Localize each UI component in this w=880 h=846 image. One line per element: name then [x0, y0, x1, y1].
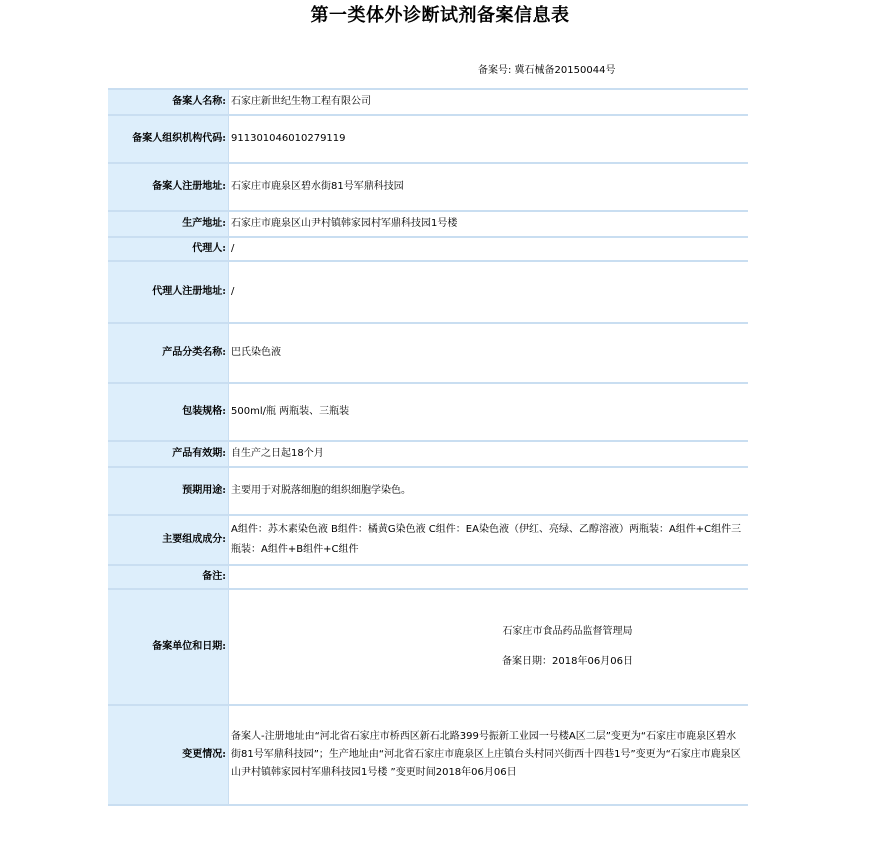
- field-label: 产品分类名称:: [108, 324, 228, 384]
- field-value: 主要用于对脱落细胞的组织细胞学染色。: [228, 468, 748, 516]
- page-title: 第一类体外诊断试剂备案信息表: [310, 5, 570, 26]
- field-label: 变更情况:: [108, 706, 228, 804]
- field-value: 石家庄市鹿泉区山尹村镇韩家园村军鼎科技园1号楼: [228, 212, 748, 238]
- field-value: 石家庄市鹿泉区碧水街81号军鼎科技园: [228, 164, 748, 212]
- field-value: 911301046010279119: [228, 116, 748, 164]
- field-value: 自生产之日起18个月: [228, 442, 748, 468]
- table-row: [108, 590, 748, 706]
- field-label: 生产地址:: [108, 212, 228, 238]
- table-row: [108, 516, 748, 566]
- field-value: A组件：苏木素染色液 B组件：橘黄G染色液 C组件：EA染色液（伊红、亮绿、乙醇溶液）两瓶装：A组件+C组件三瓶装：A组件+B组件+C组件: [228, 516, 748, 566]
- field-label: 主要组成成分:: [108, 516, 228, 566]
- field-label: 备案人名称:: [108, 90, 228, 116]
- field-label: 代理人注册地址:: [108, 262, 228, 324]
- field-value: [228, 566, 748, 590]
- field-label: 代理人:: [108, 238, 228, 262]
- filing-unit-block: [231, 617, 744, 677]
- table-row: [108, 324, 748, 384]
- field-label: 备案人注册地址:: [108, 164, 228, 212]
- table-row: [108, 212, 748, 238]
- field-value: /: [228, 238, 748, 262]
- filing-unit: 石家庄市食品药品监督管理局: [502, 626, 633, 637]
- field-label: 预期用途:: [108, 468, 228, 516]
- field-label: 备案人组织机构代码:: [108, 116, 228, 164]
- field-value: /: [228, 262, 748, 324]
- table-row: [108, 566, 748, 590]
- field-label: 备注:: [108, 566, 228, 590]
- field-value: 巴氏染色液: [228, 324, 748, 384]
- field-value: 备案人-注册地址由“河北省石家庄市桥西区新石北路399号振新工业园一号楼A区二层”变更为“石家庄市鹿泉区碧水街81号军鼎科技园”；生产地址由“河北省石家庄市鹿泉区上庄镇台头村同兴街西十四巷1号”变更为“石家庄市鹿泉区山尹村镇韩家园村军鼎科技园1号楼 ”变更时间2018年06月06日: [228, 706, 748, 804]
- table-row: [108, 468, 748, 516]
- field-value: [228, 590, 748, 706]
- record-number: 备案号: 冀石械备20150044号: [478, 65, 616, 76]
- field-label: 产品有效期:: [108, 442, 228, 468]
- table-row: [108, 238, 748, 262]
- field-label: 备案单位和日期:: [108, 590, 228, 706]
- record-info-table: [108, 88, 748, 806]
- field-label: 包装规格:: [108, 384, 228, 442]
- table-row: [108, 706, 748, 804]
- table-row: [108, 116, 748, 164]
- field-value: 石家庄新世纪生物工程有限公司: [228, 90, 748, 116]
- filing-date: 备案日期：2018年06月06日: [502, 656, 633, 667]
- table-row: [108, 442, 748, 468]
- table-row: [108, 384, 748, 442]
- field-value: 500ml/瓶 两瓶装、三瓶装: [228, 384, 748, 442]
- table-row: [108, 262, 748, 324]
- table-row: [108, 164, 748, 212]
- table-row: [108, 90, 748, 116]
